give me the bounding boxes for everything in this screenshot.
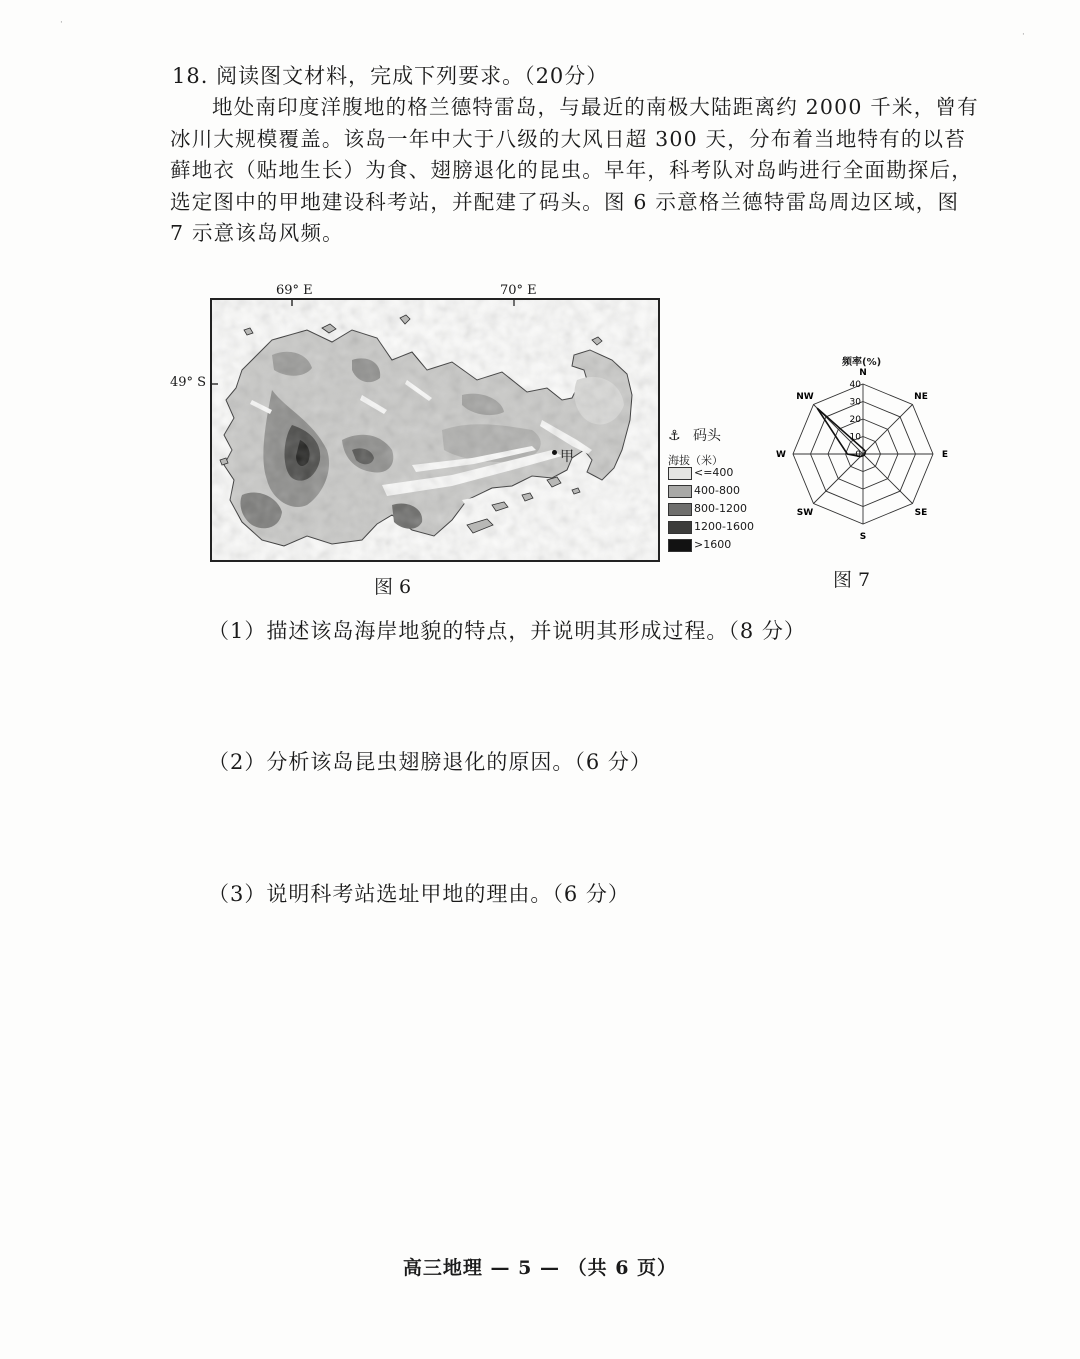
rose-direction-w: W: [776, 450, 786, 460]
sub-question-2: （2）分析该岛昆虫翅膀退化的原因。（6 分）: [208, 750, 652, 774]
sub-question-1: （1）描述该岛海岸地貌的特点，并说明其形成过程。（8 分）: [208, 619, 806, 643]
sub-question-3: （3）说明科考站选址甲地的理由。（6 分）: [208, 882, 630, 906]
legend-label-0: <=400: [694, 466, 734, 479]
rose-direction-nw: NW: [796, 392, 814, 402]
legend-label-1: 400-800: [694, 484, 740, 497]
scan-mark: ·: [1022, 30, 1025, 40]
legend-title: 海拔（米）: [668, 454, 723, 467]
legend-swatch-1: [668, 485, 692, 498]
dock-legend: [668, 425, 721, 445]
lon-label-69: 69° E: [276, 283, 313, 298]
rose-direction-se: SE: [914, 508, 928, 518]
legend-swatch-4: [668, 539, 692, 552]
island-shape: [212, 300, 658, 560]
legend-label-4: >1600: [694, 538, 732, 551]
anchor-icon: ⚓: [668, 428, 681, 444]
elevation-legend: [668, 467, 778, 557]
page-footer: 高三地理 — 5 — （共 6 页）: [402, 1257, 678, 1279]
rose-direction-s: S: [859, 532, 867, 542]
lat-label-49s: 49° S: [170, 375, 207, 390]
rose-ring-label: 20: [849, 415, 861, 425]
dock-label: 码头: [693, 428, 722, 444]
site-marker: [552, 450, 557, 455]
rose-direction-e: E: [941, 450, 949, 460]
rose-direction-sw: SW: [796, 508, 814, 518]
figure6-caption: 图 6: [374, 576, 412, 598]
rose-direction-n: N: [859, 368, 867, 378]
legend-label-2: 800-1200: [694, 502, 747, 515]
rose-ring-label: 30: [849, 397, 861, 408]
figure7-caption: 图 7: [833, 569, 871, 591]
question-paragraph-text: 地处南印度洋腹地的格兰德特雷岛，与最近的南极大陆距离约 2000 千米，曾有冰川大规模覆盖。该岛一年中大于八级的大风日超 300 天，分布着当地特有的以苔藓地衣（贴地生长）为食、翅膀退化的昆虫。早年，科考队对岛屿进行全面勘探后，选定图中的甲地建设科考站，并配建了码头。图 6 示意格兰德特雷岛周边区域，图 7 示意该岛风频。: [170, 95, 979, 245]
legend-label-3: 1200-1600: [694, 520, 754, 533]
legend-swatch-3: [668, 521, 692, 534]
rose-ring-label: 0: [855, 450, 861, 460]
question-paragraph: [170, 92, 980, 250]
rose-ring-label: 40: [849, 380, 861, 390]
rose-axis-title: 频率(%): [842, 357, 882, 368]
rose-ring-label: 10: [849, 432, 861, 443]
question-title: 18. 阅读图文材料，完成下列要求。（20分）: [172, 64, 609, 88]
legend-swatch-0: [668, 467, 692, 480]
island-map-svg: [212, 300, 658, 560]
rose-grid: [793, 384, 933, 524]
site-label-jia: 甲: [560, 449, 574, 465]
legend-swatch-2: [668, 503, 692, 516]
lon-label-70: 70° E: [500, 283, 537, 298]
scan-mark: ·: [60, 18, 63, 28]
rose-direction-ne: NE: [914, 392, 928, 402]
island-map: [210, 298, 660, 562]
wind-rose: [770, 366, 960, 546]
